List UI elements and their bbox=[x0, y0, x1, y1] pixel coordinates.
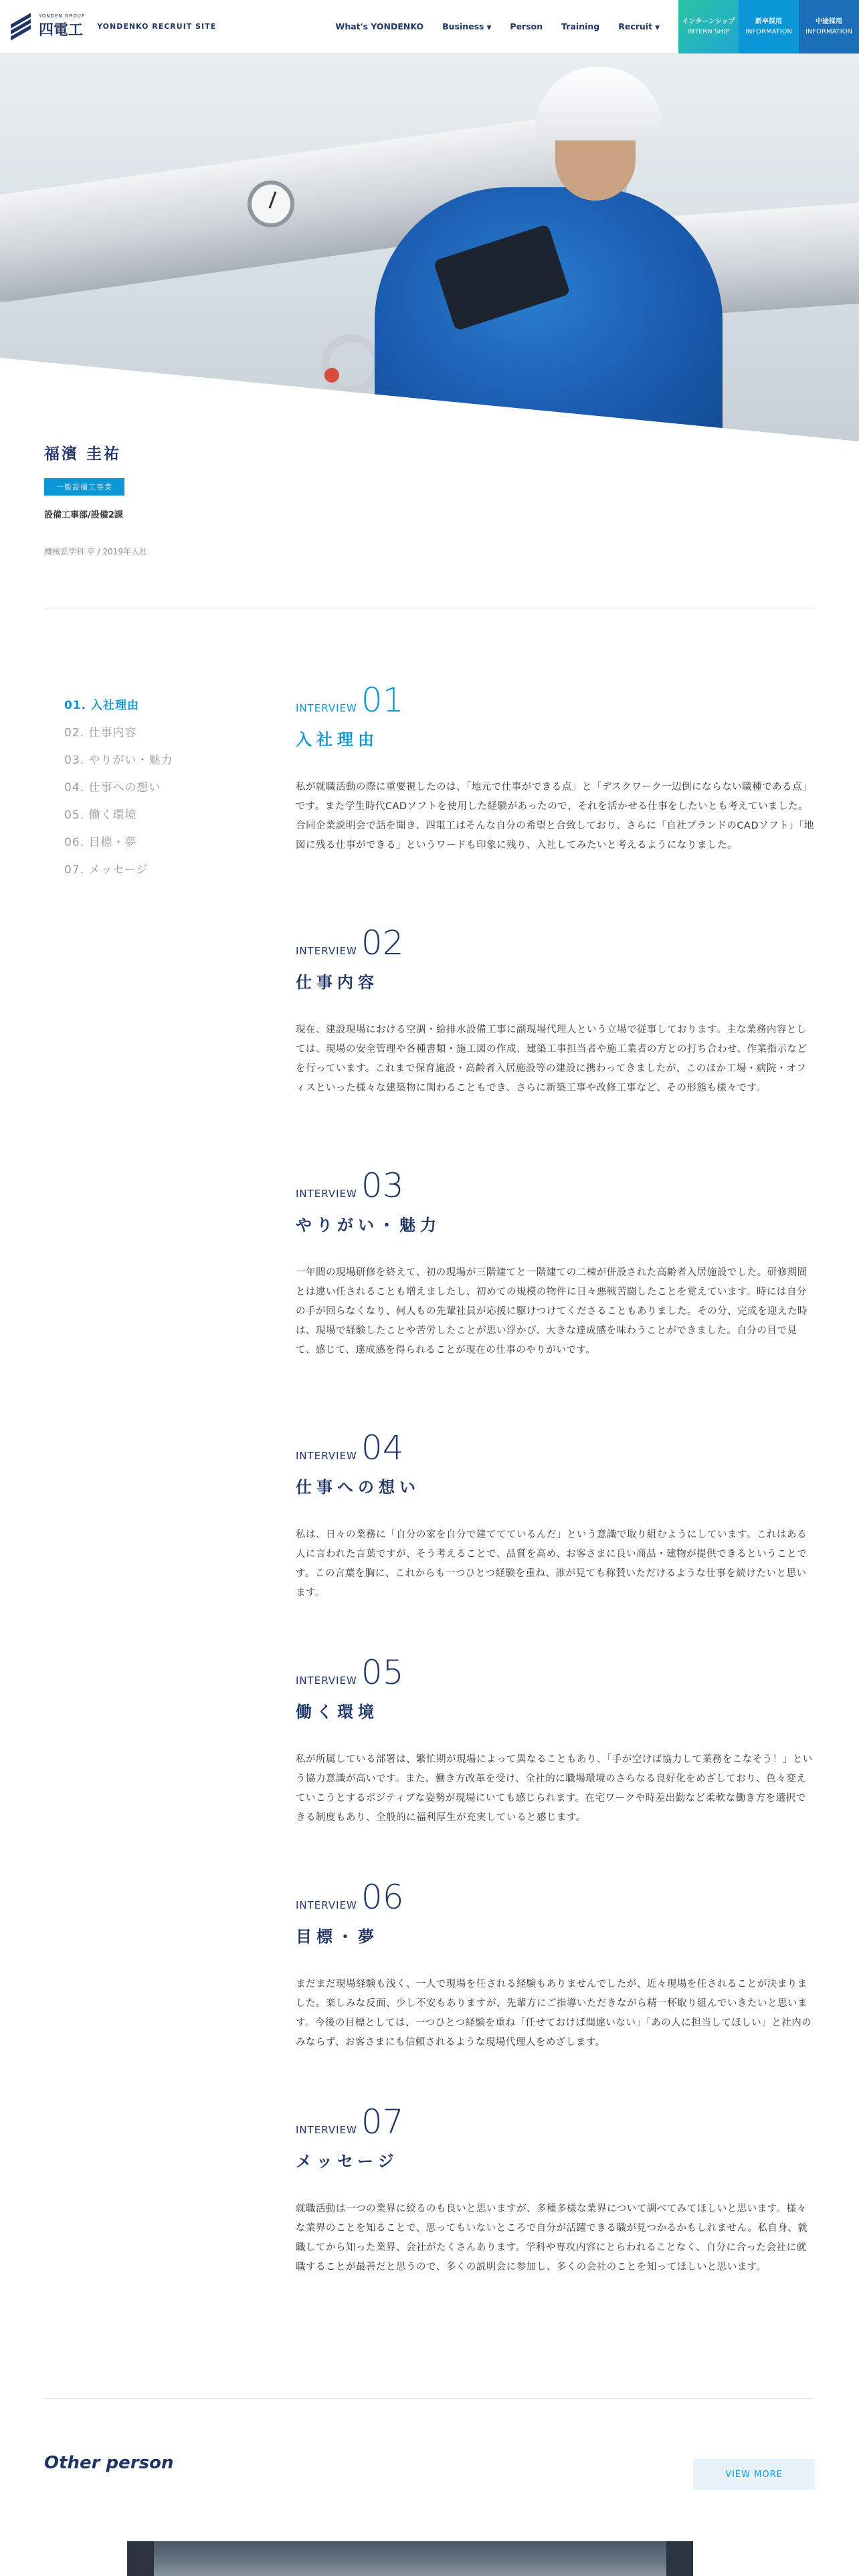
interview-label: INTERVIEW bbox=[296, 1450, 357, 1462]
nav-recruit[interactable] bbox=[618, 21, 660, 31]
section-body: 私が就職活動の際に重要視したのは、「地元で仕事ができる点」と「デスクワーク一辺倒にならない職種である点」です。また学生時代CADソフトを使用した経験があったので、それを活かせる仕事をしたいとも考えていました。合同企業説明会で話を聞き、四電工はそんな自分の希望と合致しており、さらに「自社ブランドのCADソフト」「地図に残る仕事ができる」というワードも印象に残り、入社してみたいと考えるようになりました。 bbox=[296, 782, 814, 851]
nav-label: Person bbox=[510, 21, 543, 31]
toc-item-07[interactable]: 07. メッセージ bbox=[64, 863, 149, 877]
section-body: 就職活動は一つの業界に絞るのも良いと思いますが、多種多様な業界について調べてみてほしいと思います。様々な業界のことを知ることで、思ってもいないところで自分が活躍できる職が見つかるかもしれません。私自身、就職してから知った業界、会社がたくさんあります。学科や専攻内容にとらわれることなく、自分に合った会社に就職することが最善だと思うので、多くの説明会に参加し、多くの会社のことを知ってほしいと思います。 bbox=[296, 2204, 808, 2272]
section-body: 一年間の現場研修を終えて、初の現場が三階建てと一階建ての二棟が併設された高齢者入居施設でした。研修期間とは違い任されることも増えましたし、初めての規模の物件に日々悪戦苦闘したことを覚えています。時には自分の手が回らなくなり、何人もの先輩社員が応援に駆けつけてくださることもありました。その分、完成を迎えた時は、現場で経験したことや苦労したことが思い浮かび、大きな達成感を味わうことができました。自分の目で見て、感じて、達成感を得られることが現在の仕事のやりがいです。 bbox=[296, 1267, 807, 1356]
new-graduate-button[interactable] bbox=[739, 0, 799, 53]
photo-shadow bbox=[666, 2541, 693, 2576]
section-heading bbox=[296, 1653, 815, 1692]
interview-section-04 bbox=[296, 1428, 815, 1603]
toc-item-01[interactable]: 01. 入社理由 bbox=[64, 699, 140, 712]
chevron-down-icon: ▼ bbox=[655, 25, 660, 31]
interview-number: 06 bbox=[361, 1878, 404, 1917]
team-name: 設備工事部/設備2課 bbox=[44, 510, 123, 520]
interview-section-06 bbox=[296, 1878, 815, 2052]
toc-item-02[interactable]: 02. 仕事内容 bbox=[64, 726, 137, 740]
nav-label: What's YONDENKO bbox=[335, 21, 424, 31]
interview-number: 07 bbox=[361, 2103, 404, 2141]
main-nav bbox=[336, 0, 859, 53]
toc-item-05[interactable]: 05. 働く環境 bbox=[64, 809, 137, 822]
logo-wordmark bbox=[39, 13, 85, 39]
other-person-photo[interactable] bbox=[127, 2541, 693, 2576]
section-heading bbox=[296, 681, 815, 720]
interview-section-01 bbox=[296, 683, 815, 855]
section-heading bbox=[296, 926, 815, 960]
site-header bbox=[0, 0, 859, 53]
toc-item-04[interactable]: 04. 仕事への想い bbox=[64, 781, 161, 794]
view-more-button[interactable]: VIEW MORE bbox=[693, 2459, 815, 2490]
section-body: 私は、日々の業務に「自分の家を自分で建ててているんだ」という意識で取り組むようにしています。これはある人に言われた言葉ですが、そう考えることで、品質を高め、お客さまに良い商品・建物が提供できるということです。この言葉を胸に、これからも一つひとつ経験を重ね、誰が見ても称賛いただけるような仕事を続けたいと思います。 bbox=[296, 1529, 807, 1598]
nav-business[interactable] bbox=[442, 21, 491, 31]
logo-mark-icon bbox=[11, 13, 32, 40]
interview-number: 03 bbox=[361, 1166, 404, 1205]
profile-block bbox=[44, 441, 814, 557]
interview-label: INTERVIEW bbox=[296, 2124, 357, 2136]
interview-section-07 bbox=[296, 2105, 815, 2277]
interview-label: INTERVIEW bbox=[296, 1188, 357, 1200]
logo-group-label: YONDEN GROUP bbox=[39, 13, 86, 19]
cta-label-jp: 新卒採用 bbox=[755, 17, 782, 25]
toc-item-03[interactable]: 03. やりがい・魅力 bbox=[64, 754, 173, 767]
section-heading bbox=[296, 1428, 815, 1467]
toc-item-06[interactable]: 06. 目標・夢 bbox=[64, 836, 137, 849]
interview-number: 02 bbox=[361, 924, 404, 962]
cta-label-jp: 中途採用 bbox=[816, 17, 842, 25]
nav-label: Business bbox=[442, 21, 484, 31]
person-name: 福濱 圭祐 bbox=[44, 445, 122, 463]
nav-label: Recruit bbox=[618, 21, 653, 31]
interview-number: 04 bbox=[361, 1428, 404, 1467]
nav-training[interactable] bbox=[561, 21, 599, 31]
interview-section-03 bbox=[296, 1166, 815, 1360]
nav-label: Training bbox=[561, 21, 600, 31]
interview-label: INTERVIEW bbox=[296, 1899, 357, 1911]
interview-number: 05 bbox=[361, 1653, 404, 1692]
department-badge: 一般設備工事業 bbox=[44, 478, 124, 496]
cta-label-en: INFORMATION bbox=[745, 27, 793, 35]
section-title: 働く環境 bbox=[296, 1703, 379, 1721]
section-title: メッセージ bbox=[296, 2152, 399, 2171]
section-heading bbox=[296, 2105, 815, 2139]
interview-section-02 bbox=[296, 926, 815, 1098]
cta-label-jp: インターンシップ bbox=[682, 17, 735, 25]
site-logo[interactable] bbox=[11, 13, 216, 40]
interview-label: INTERVIEW bbox=[296, 945, 357, 957]
chevron-down-icon: ▼ bbox=[486, 25, 492, 31]
interview-number: 01 bbox=[361, 681, 404, 720]
logo-jp-text: 四電工 bbox=[39, 21, 84, 39]
cta-label-en: INFORMATION bbox=[805, 27, 853, 35]
nav-whats-yondenko[interactable] bbox=[336, 21, 424, 31]
section-title: 仕事への想い bbox=[296, 1478, 420, 1497]
logo-subtitle: YONDENKO RECRUIT SITE bbox=[97, 22, 217, 31]
interview-label: INTERVIEW bbox=[296, 702, 357, 714]
mid-career-button[interactable] bbox=[799, 0, 859, 53]
interview-toc bbox=[64, 695, 238, 887]
section-body: 現在、建設現場における空調・給排水設備工事に副現場代理人という立場で従事しております。主な業務内容としては、現場の安全管理や各種書類・施工図の作成、建築工事担当者や施工業者の方との打ち合わせ、作業指示などを行っています。これまで保育施設・高齢者入居施設等の建設に携わってきましたが、このほか工場・病院・オフィスといった様々な建築物に関わることもでき、さらに新築工事や改修工事など、その形態も様々です。 bbox=[296, 1025, 807, 1093]
photo-shadow bbox=[127, 2541, 154, 2576]
hero-diagonal-cut bbox=[0, 53, 859, 441]
interview-label: INTERVIEW bbox=[296, 1675, 357, 1687]
section-body: 私が所属している部署は、繁忙期が現場によって異なることもあり、「手が空けば協力して業務をこなそう！」という協力意識が高いです。また、働き方改革を受け、全社的に職場環境のさらなる良好化をめざしており、色々変えていこうとするポジティブな姿勢が現場にいても感じられます。在宅ワークや時差出勤など柔軟な働き方を選択できる制度もあり、全般的に福利厚生が充実していると感じます。 bbox=[296, 1754, 813, 1823]
section-body: まだまだ現場経験も浅く、一人で現場を任される経験もありませんでしたが、近々現場を任されることが決まりました。楽しみな反面、少し不安もありますが、先輩方にご指導いただきながら精一杯取り組んでいきたいと思います。今後の目標としては、一つひとつ経験を重ね「任せておけば間違いない」「あの人に担当してほしい」と社内のみならず、お客さまにも信頼されるような現場代理人をめざします。 bbox=[296, 1979, 812, 2048]
hero-photo bbox=[0, 53, 859, 441]
section-heading bbox=[296, 1166, 815, 1205]
nav-person[interactable] bbox=[510, 21, 543, 31]
section-divider bbox=[44, 2398, 814, 2399]
section-title: 入社理由 bbox=[296, 730, 379, 749]
section-heading bbox=[296, 1878, 815, 1917]
section-title: 仕事内容 bbox=[296, 973, 379, 992]
interview-section-05 bbox=[296, 1653, 815, 1828]
cta-label-en: INTERN SHIP bbox=[687, 27, 730, 35]
section-title: 目標・夢 bbox=[296, 1927, 379, 1946]
other-person-heading: Other person bbox=[44, 2453, 174, 2473]
career-info: 機械系学科 卒 / 2019年入社 bbox=[44, 547, 148, 556]
internship-button[interactable] bbox=[678, 0, 739, 53]
section-title: やりがい・魅力 bbox=[296, 1216, 441, 1235]
